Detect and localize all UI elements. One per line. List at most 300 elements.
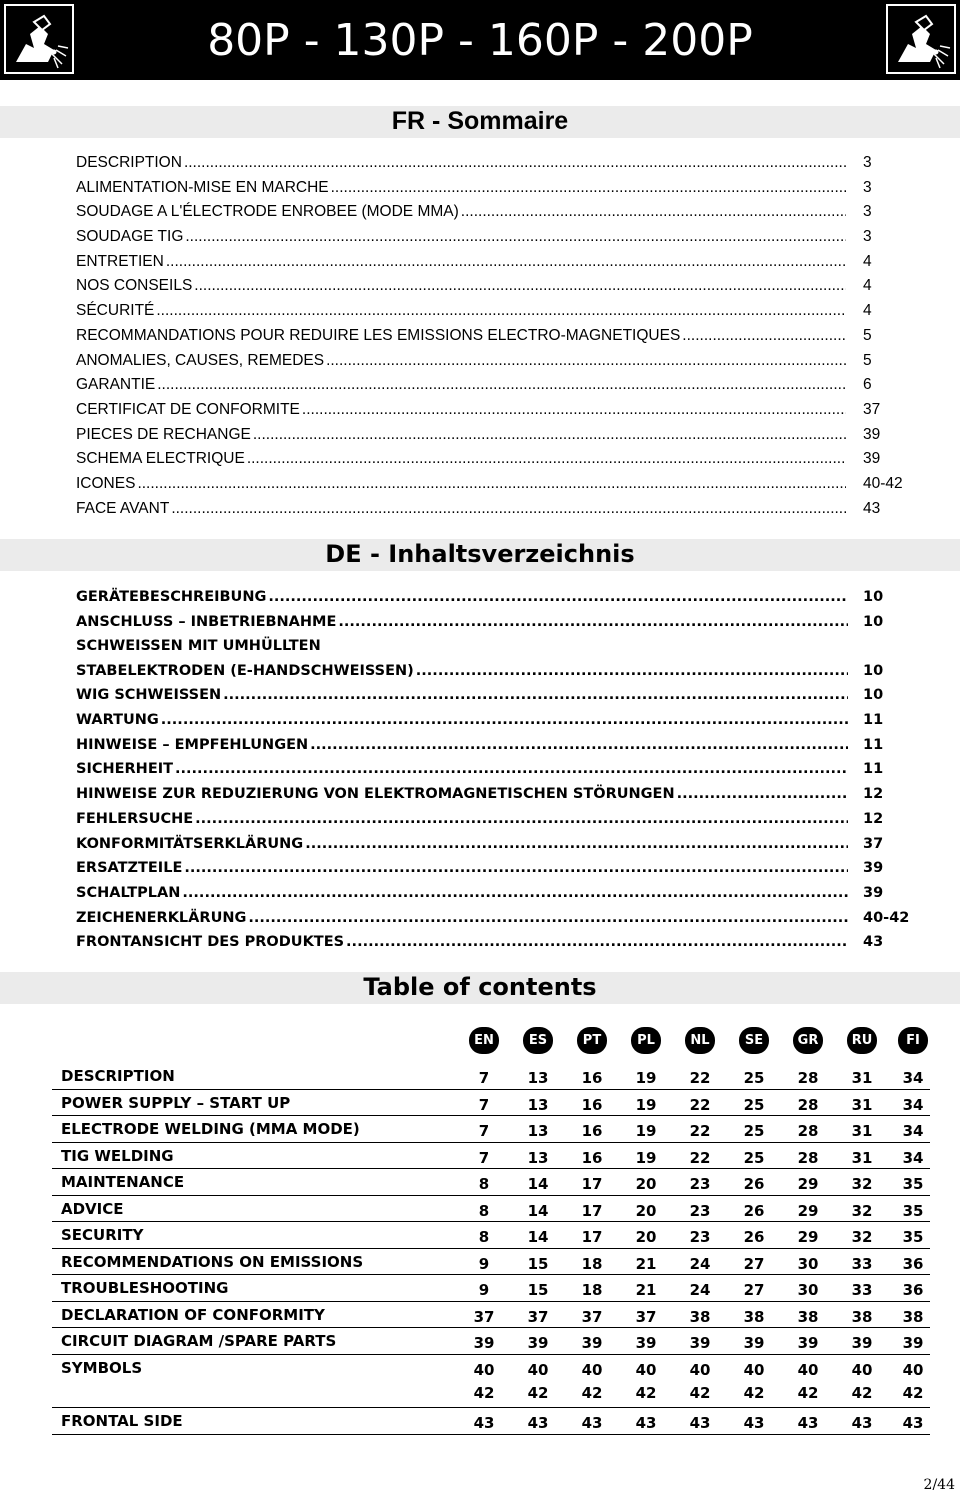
table-cell-page: 43 [473,1414,495,1432]
table-cell-page: 8 [478,1201,490,1220]
table-cell-page: 39 [851,1334,873,1352]
en-section-title: Table of contents [363,973,597,1001]
table-cell-page: 25 [743,1122,765,1140]
table-row [52,1249,930,1276]
table-cell-page: 34 [902,1095,924,1114]
table-cell-page: 33 [851,1254,873,1273]
table-cell-page: 9 [478,1254,490,1273]
toc-page: 37 [863,400,881,418]
table-row-label: MAINTENANCE [61,1173,185,1191]
dot-leader [184,856,848,881]
toc-row [76,585,926,610]
toc-row [76,708,926,733]
toc-row [76,151,926,176]
table-cell-page: 39 [581,1334,603,1352]
table-cell-page: 39 [635,1334,657,1352]
language-badge-ru: RU [847,1027,877,1054]
dot-leader [137,472,846,497]
table-cell-page: 16 [581,1069,603,1087]
table-row-label: DESCRIPTION [61,1067,175,1085]
dot-leader [346,930,848,955]
toc-entry [76,447,846,472]
table-cell-page: 21 [635,1281,657,1299]
toc-label: STABELEKTRODEN (E-HANDSCHWEISSEN) [76,662,414,679]
language-badge-nl: NL [685,1027,715,1054]
toc-page: 12 [863,786,884,803]
toc-row [76,881,926,906]
table-cell-page: 31 [851,1148,873,1167]
dot-leader [305,832,848,857]
toc-entry [76,472,846,497]
toc-page: 5 [863,351,872,369]
dot-leader [461,200,846,225]
toc-row [76,807,926,832]
table-cell-page: 39 [902,1334,924,1352]
toc-label: SICHERHEIT [76,761,174,778]
table-cell-page: 38 [851,1307,873,1326]
table-cell-page: 27 [743,1281,765,1299]
toc-label: FRONTANSICHT DES PRODUKTES [76,934,345,951]
toc-page: 40-42 [863,474,903,492]
toc-page: 6 [863,376,872,394]
table-cell-page: 9 [478,1281,490,1299]
table-cell-page: 34 [902,1148,924,1167]
table-cell-page: 16 [581,1095,603,1114]
table-cell-page: 43 [797,1414,819,1432]
toc-row [76,906,926,931]
toc-label: DESCRIPTION [76,154,182,171]
table-cell-page: 16 [581,1148,603,1167]
toc-page: 43 [863,934,884,951]
table-cell-page: 7 [478,1122,490,1140]
table-row [52,1116,930,1143]
table-cell-page: 36 [902,1281,924,1299]
toc-page: 10 [863,613,884,630]
table-cell-page: 13 [527,1148,549,1167]
dot-leader [156,299,846,324]
toc-row [76,757,926,782]
toc-entry [76,782,848,807]
welder-logo-icon [886,4,956,74]
table-row [52,1408,930,1435]
toc-label: HINWEISE – EMPFEHLUNGEN [76,736,309,753]
table-cell-page: 39 [797,1334,819,1352]
table-cell-page: 29 [797,1228,819,1246]
table-cell-page: 28 [797,1069,819,1087]
toc-row [76,250,926,275]
table-cell-page: 20 [635,1228,657,1246]
toc-label: KONFORMITÄTSERKLÄRUNG [76,835,304,852]
toc-row [76,634,926,683]
table-cell-page: 37 [473,1307,495,1326]
toc-row [76,472,926,497]
table-cell-page: 24 [689,1254,711,1273]
toc-row [76,274,926,299]
table-cell-page: 28 [797,1122,819,1140]
dot-leader [416,659,848,684]
dot-leader [253,423,846,448]
toc-entry [76,832,848,857]
toc-label: FEHLERSUCHE [76,810,194,827]
toc-page: 12 [863,810,884,827]
dot-leader [184,151,846,176]
dot-leader [247,447,846,472]
table-cell-page: 22 [689,1069,711,1087]
dot-leader [682,324,846,349]
dot-leader [248,906,848,931]
table-cell-page: 16 [581,1122,603,1140]
welder-logo-icon [4,4,74,74]
dot-leader [331,176,846,201]
dot-leader [302,398,846,423]
table-cell-page: 40 42 [473,1360,495,1402]
table-row-label: SECURITY [61,1226,144,1244]
table-cell-page: 22 [689,1122,711,1140]
table-cell-page: 7 [478,1069,490,1087]
table-row-label: ELECTRODE WELDING (MMA MODE) [61,1120,360,1138]
table-cell-page: 28 [797,1095,819,1114]
table-cell-page: 24 [689,1281,711,1299]
table-cell-page: 18 [581,1281,603,1299]
table-cell-page: 19 [635,1122,657,1140]
toc-entry [76,856,848,881]
toc-label: ENTRETIEN [76,252,164,270]
table-cell-page: 7 [478,1148,490,1167]
table-cell-page: 26 [743,1201,765,1220]
table-cell-page: 40 42 [635,1360,657,1402]
toc-entry [76,585,848,610]
toc-page: 3 [863,203,872,221]
toc-label: GERÄTEBESCHREIBUNG [76,589,267,605]
table-cell-page: 19 [635,1069,657,1087]
table-row-label: ADVICE [61,1199,124,1218]
toc-entry [76,373,846,398]
toc-page: 40-42 [863,909,910,926]
table-cell-page: 43 [743,1414,765,1432]
table-cell-page: 31 [851,1122,873,1140]
toc-entry [76,659,848,684]
table-cell-page: 8 [478,1175,490,1193]
product-title: 80P - 130P - 160P - 200P [207,15,753,66]
table-cell-page: 32 [851,1201,873,1220]
table-cell-page: 20 [635,1175,657,1193]
table-cell-page: 39 [743,1334,765,1352]
dot-leader [166,250,846,275]
table-cell-page: 7 [478,1095,490,1114]
table-cell-page: 17 [581,1201,603,1220]
toc-entry [76,176,846,201]
table-row [52,1143,930,1170]
table-cell-page: 37 [527,1307,549,1326]
table-row [52,1222,930,1249]
table-row-label: TIG WELDING [61,1146,174,1165]
table-cell-page: 21 [635,1254,657,1273]
toc-entry [76,683,848,708]
toc-label: SCHEMA ELECTRIQUE [76,450,245,468]
table-cell-page: 29 [797,1175,819,1193]
table-cell-page: 43 [851,1414,873,1432]
dot-leader [223,683,848,708]
toc-label: ALIMENTATION-MISE EN MARCHE [76,178,329,196]
toc-label: CERTIFICAT DE CONFORMITE [76,400,300,418]
toc-label: WARTUNG [76,712,159,729]
table-cell-page: 22 [689,1095,711,1114]
table-cell-page: 13 [527,1069,549,1087]
table-cell-page: 31 [851,1095,873,1114]
toc-row [76,832,926,857]
table-cell-page: 40 42 [797,1360,819,1402]
language-badge-pt: PT [577,1027,607,1054]
dot-leader [161,708,848,733]
toc-page: 11 [863,761,884,778]
toc-row [76,683,926,708]
toc-row [76,398,926,423]
toc-row [76,423,926,448]
toc-label-line1: SCHWEISSEN MIT UMHÜLLTEN [76,638,321,655]
toc-page: 39 [863,425,881,443]
toc-entry [76,225,846,250]
toc-entry [76,807,848,832]
toc-entry [76,299,846,324]
fr-section-title: FR - Sommaire [391,107,569,135]
dot-leader [194,274,846,299]
toc-row [76,782,926,807]
table-cell-page: 8 [478,1228,490,1246]
toc-label: GARANTIE [76,376,156,394]
table-row [52,1302,930,1329]
toc-label: SCHALTPLAN [76,884,181,901]
table-cell-page: 15 [527,1254,549,1273]
table-cell-page: 38 [797,1307,819,1326]
table-cell-page: 34 [902,1122,924,1140]
toc-entry [76,708,848,733]
toc-row [76,200,926,225]
de-toc-list [76,585,926,955]
table-row [52,1275,930,1302]
toc-label: PIECES DE RECHANGE [76,425,251,443]
dot-leader [157,373,846,398]
table-cell-page: 14 [527,1201,549,1220]
toc-label: ANOMALIES, CAUSES, REMEDES [76,351,325,369]
table-cell-page: 43 [689,1414,711,1432]
toc-entry [76,250,846,275]
toc-page: 3 [863,228,872,246]
table-cell-page: 40 42 [581,1360,603,1402]
toc-entry [76,200,846,225]
header-bar [0,0,960,80]
dot-leader [195,807,848,832]
table-cell-page: 25 [743,1148,765,1167]
table-row-label: POWER SUPPLY – START UP [61,1093,291,1112]
table-cell-page: 31 [851,1069,873,1087]
toc-entry [76,610,848,635]
toc-label: SOUDAGE A L'ÉLECTRODE ENROBEE (MODE MMA) [76,203,459,221]
toc-page: 4 [863,277,872,295]
table-cell-page: 29 [797,1201,819,1220]
toc-label: ANSCHLUSS – INBETRIEBNAHME [76,613,337,630]
table-cell-page: 23 [689,1228,711,1246]
toc-label: SÉCURITÉ [76,302,155,320]
table-cell-page: 35 [902,1201,924,1220]
table-cell-page: 40 42 [743,1360,765,1402]
table-cell-page: 26 [743,1175,765,1193]
toc-entry [76,733,848,758]
toc-page: 11 [863,712,884,729]
toc-row [76,856,926,881]
toc-page: 11 [863,736,884,753]
language-badge-es: ES [523,1027,553,1054]
table-cell-page: 43 [635,1414,657,1432]
table-cell-page: 35 [902,1228,924,1246]
table-cell-page: 34 [902,1069,924,1087]
table-cell-page: 13 [527,1095,549,1114]
table-cell-page: 32 [851,1175,873,1193]
toc-label: SOUDAGE TIG [76,228,184,246]
toc-label: HINWEISE ZUR REDUZIERUNG VON ELEKTROMAGNETISCHEN STÖRUNGEN [76,786,675,803]
table-cell-page: 39 [689,1334,711,1352]
language-badge-en: EN [469,1027,499,1054]
toc-entry [76,398,846,423]
dot-leader [268,585,848,610]
table-cell-page: 26 [743,1228,765,1246]
toc-page: 37 [863,835,884,852]
toc-row [76,447,926,472]
toc-row [76,176,926,201]
table-row-label: FRONTAL SIDE [61,1412,183,1430]
table-cell-page: 19 [635,1148,657,1167]
table-cell-page: 37 [581,1307,603,1326]
toc-row [76,610,926,635]
table-cell-page: 25 [743,1069,765,1087]
dot-leader [338,610,848,635]
table-row [52,1090,930,1117]
toc-label: RECOMMANDATIONS POUR REDUIRE LES EMISSIONS ELECTRO-MAGNETIQUES [76,326,681,344]
language-badge-gr: GR [793,1027,823,1054]
toc-row [76,349,926,374]
toc-row [76,324,926,349]
table-row [52,1063,930,1090]
toc-page: 10 [863,687,884,704]
table-row-label: DECLARATION OF CONFORMITY [61,1305,325,1324]
table-cell-page: 19 [635,1095,657,1114]
toc-entry [76,349,846,374]
fr-toc-list [76,151,926,521]
de-section-title: DE - Inhaltsverzeichnis [325,540,635,568]
table-cell-page: 43 [902,1414,924,1432]
toc-entry [76,930,848,955]
toc-entry [76,881,848,906]
toc-page: 39 [863,884,884,901]
table-row-label: TROUBLESHOOTING [61,1279,229,1297]
toc-page: 3 [863,154,872,171]
contents-table [52,1063,930,1435]
table-cell-page: 15 [527,1281,549,1299]
toc-entry [76,906,848,931]
table-cell-page: 37 [635,1307,657,1326]
table-cell-page: 35 [902,1175,924,1193]
toc-label: ICONES [76,474,136,492]
dot-leader [310,733,848,758]
toc-row [76,373,926,398]
table-cell-page: 30 [797,1281,819,1299]
toc-row [76,733,926,758]
table-cell-page: 17 [581,1175,603,1193]
toc-entry [76,274,846,299]
table-cell-page: 40 42 [527,1360,549,1402]
toc-page: 39 [863,860,884,877]
table-cell-page: 28 [797,1148,819,1167]
dot-leader [175,757,848,782]
table-cell-page: 39 [473,1334,495,1352]
table-cell-page: 14 [527,1175,549,1193]
toc-label: ERSATZTEILE [76,860,183,877]
table-cell-page: 33 [851,1281,873,1299]
toc-label: NOS CONSEILS [76,277,193,295]
language-badge-se: SE [739,1027,769,1054]
table-cell-page: 43 [527,1414,549,1432]
table-cell-page: 25 [743,1095,765,1114]
toc-row [76,299,926,324]
dot-leader [171,497,846,522]
toc-page: 10 [863,662,884,679]
toc-entry [76,151,846,176]
toc-entry [76,423,846,448]
table-row [52,1328,930,1355]
toc-row [76,930,926,955]
table-row-label: CIRCUIT DIAGRAM /SPARE PARTS [61,1332,337,1350]
toc-page: 4 [863,252,872,270]
toc-entry [76,324,846,349]
toc-page: 43 [863,499,881,517]
table-cell-page: 40 42 [851,1360,873,1402]
table-cell-page: 32 [851,1228,873,1246]
table-row-label: RECOMMENDATIONS ON EMISSIONS [61,1252,364,1271]
table-cell-page: 40 42 [902,1360,924,1402]
table-cell-page: 43 [581,1414,603,1432]
dot-leader [677,782,848,807]
table-cell-page: 30 [797,1254,819,1273]
table-cell-page: 22 [689,1148,711,1167]
table-cell-page: 13 [527,1122,549,1140]
toc-page: 39 [863,450,881,468]
table-cell-page: 40 42 [689,1360,711,1402]
toc-label: FACE AVANT [76,499,170,517]
table-cell-page: 38 [902,1307,924,1326]
toc-page: 10 [863,589,884,605]
table-cell-page: 23 [689,1201,711,1220]
table-cell-page: 38 [689,1307,711,1326]
table-cell-page: 23 [689,1175,711,1193]
table-row-label: SYMBOLS [61,1358,143,1377]
toc-entry [76,497,846,522]
table-cell-page: 39 [527,1334,549,1352]
language-badge-pl: PL [631,1027,661,1054]
table-cell-page: 17 [581,1228,603,1246]
language-badge-fi: FI [898,1027,928,1054]
toc-entry [76,757,848,782]
toc-row [76,497,926,522]
toc-label: WIG SCHWEISSEN [76,687,222,704]
toc-page: 4 [863,302,872,320]
table-cell-page: 36 [902,1254,924,1273]
table-cell-page: 27 [743,1254,765,1273]
table-cell-page: 38 [743,1307,765,1326]
toc-label: ZEICHENERKLÄRUNG [76,909,247,926]
dot-leader [326,349,846,374]
toc-page: 5 [863,326,872,344]
dot-leader [185,225,846,250]
table-row [52,1196,930,1223]
